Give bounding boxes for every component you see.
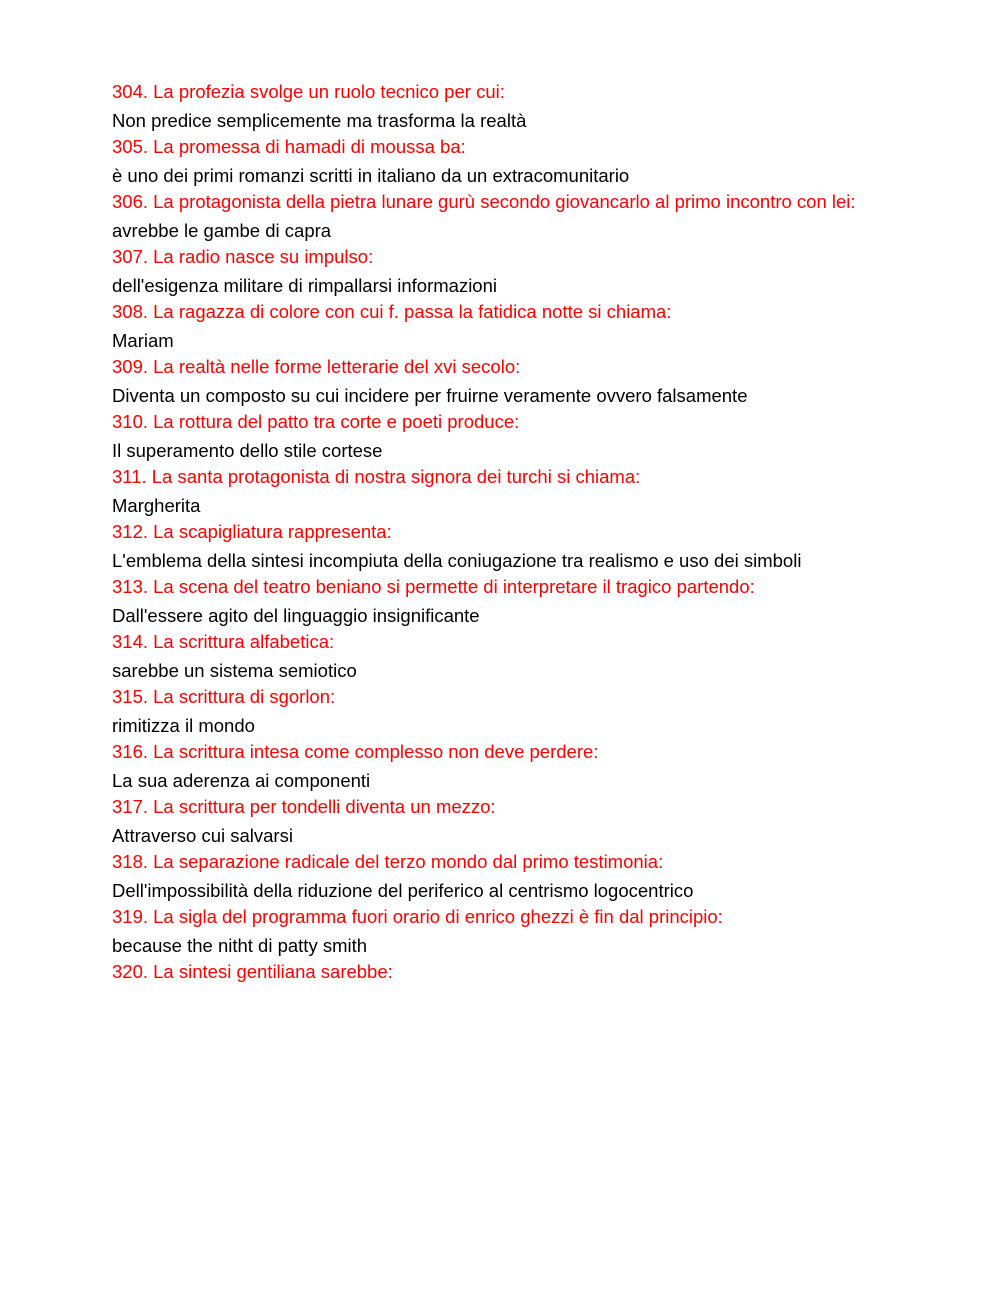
question-text: 311. La santa protagonista di nostra signora dei turchi si chiama:: [112, 466, 641, 487]
qa-item: [112, 82, 882, 131]
qa-item: [112, 412, 882, 461]
answer-text: Dell'impossibilità della riduzione del periferico al centrismo logocentrico: [112, 880, 694, 901]
answer-text: La sua aderenza ai componenti: [112, 770, 371, 791]
answer-text: rimitizza il mondo: [112, 715, 255, 736]
qa-item: [112, 137, 882, 186]
question-text: 320. La sintesi gentiliana sarebbe:: [112, 961, 393, 982]
qa-item: [112, 467, 882, 516]
question-list: [112, 82, 882, 988]
question-text: 319. La sigla del programma fuori orario di enrico ghezzi è fin dal principio:: [112, 906, 723, 927]
question-text: 308. La ragazza di colore con cui f. passa la fatidica notte si chiama:: [112, 301, 672, 322]
answer-text: avrebbe le gambe di capra: [112, 220, 332, 241]
answer-text: è uno dei primi romanzi scritti in italiano da un extracomunitario: [112, 165, 630, 186]
answer-text: Non predice semplicemente ma trasforma la realtà: [112, 110, 527, 131]
qa-item: [112, 852, 882, 901]
qa-item: [112, 962, 882, 982]
question-text: 310. La rottura del patto tra corte e poeti produce:: [112, 411, 520, 432]
answer-text: because the nitht di patty smith: [112, 935, 368, 956]
question-text: 304. La profezia svolge un ruolo tecnico per cui:: [112, 81, 505, 102]
answer-text: Mariam: [112, 330, 174, 351]
qa-item: [112, 247, 882, 296]
question-text: 312. La scapigliatura rappresenta:: [112, 521, 392, 542]
answer-text: Dall'essere agito del linguaggio insignificante: [112, 605, 480, 626]
qa-item: [112, 907, 882, 956]
qa-item: [112, 192, 882, 241]
question-text: 317. La scrittura per tondelli diventa un mezzo:: [112, 796, 496, 817]
qa-item: [112, 522, 882, 571]
question-text: 313. La scena del teatro beniano si permette di interpretare il tragico partendo:: [112, 576, 755, 597]
answer-text: dell'esigenza militare di rimpallarsi informazioni: [112, 275, 497, 296]
question-text: 316. La scrittura intesa come complesso non deve perdere:: [112, 741, 599, 762]
qa-item: [112, 632, 882, 681]
answer-text: Margherita: [112, 495, 201, 516]
qa-item: [112, 687, 882, 736]
qa-item: [112, 357, 882, 406]
question-text: 314. La scrittura alfabetica:: [112, 631, 335, 652]
qa-item: [112, 302, 882, 351]
answer-text: Attraverso cui salvarsi: [112, 825, 293, 846]
qa-item: [112, 577, 882, 626]
question-text: 307. La radio nasce su impulso:: [112, 246, 374, 267]
qa-item: [112, 742, 882, 791]
answer-text: Il superamento dello stile cortese: [112, 440, 383, 461]
question-text: 306. La protagonista della pietra lunare gurù secondo giovancarlo al primo incontro con lei:: [112, 191, 856, 212]
answer-text: Diventa un composto su cui incidere per fruirne veramente ovvero falsamente: [112, 385, 748, 406]
question-text: 309. La realtà nelle forme letterarie del xvi secolo:: [112, 356, 521, 377]
question-text: 315. La scrittura di sgorlon:: [112, 686, 336, 707]
answer-text: sarebbe un sistema semiotico: [112, 660, 357, 681]
qa-item: [112, 797, 882, 846]
answer-text: L'emblema della sintesi incompiuta della coniugazione tra realismo e uso dei simboli: [112, 550, 802, 571]
question-text: 305. La promessa di hamadi di moussa ba:: [112, 136, 466, 157]
question-text: 318. La separazione radicale del terzo mondo dal primo testimonia:: [112, 851, 664, 872]
